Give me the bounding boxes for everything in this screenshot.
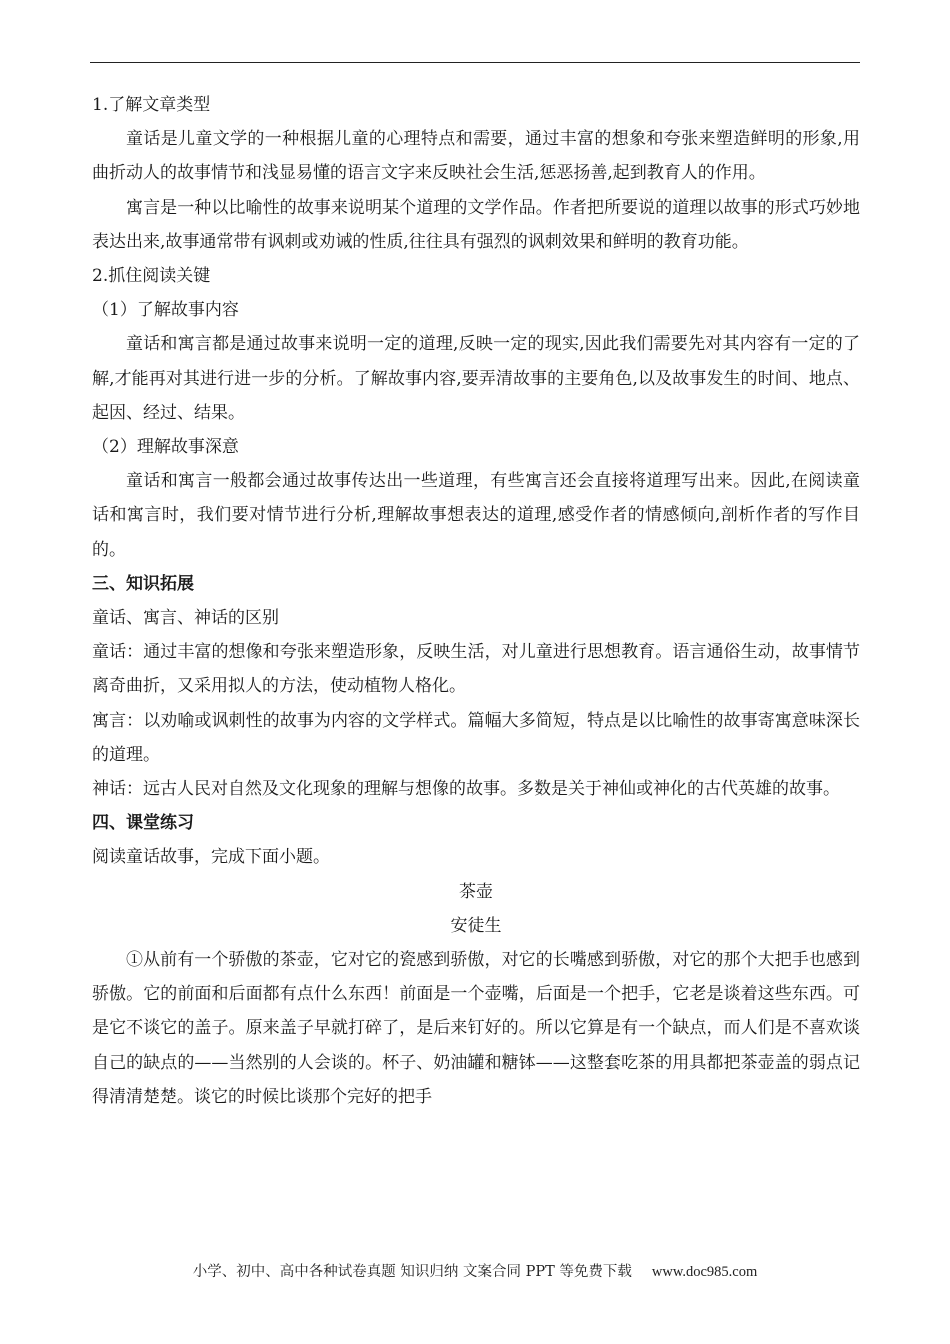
story-author: 安徒生 <box>450 915 502 936</box>
footer-url[interactable]: www.doc985.com <box>651 1264 758 1280</box>
knowledge-subtitle: 童话、寓言、神话的区别 <box>92 608 279 629</box>
paragraph-fairy-tale-definition: 童话是儿童文学的一种根据儿童的心理特点和需要，通过丰富的想象和夸张来塑造鲜明的形象,用曲折动人的故事情节和浅显易懂的语言文字来反映社会生活,惩恶扬善,起到教育人的作用。 <box>92 129 860 184</box>
story-title: 茶壶 <box>459 881 493 902</box>
knowledge-fairy-tale: 童话：通过丰富的想像和夸张来塑造形象，反映生活，对儿童进行思想教育。语言通俗生动，故事情节离奇曲折，又采用拟人的方法，使动植物人格化。 <box>92 642 860 697</box>
section-title-article-type: 1.了解文章类型 <box>92 95 211 115</box>
paragraph-fable-definition: 寓言是一种以比喻性的故事来说明某个道理的文学作品。作者把所要说的道理以故事的形式巧妙地表达出来,故事通常带有讽刺或劝诫的性质,往往具有强烈的讽刺效果和鲜明的教育功能。 <box>92 197 860 252</box>
subsection-story-meaning: （2）理解故事深意 <box>92 437 239 458</box>
heading-classroom-practice: 四、课堂练习 <box>92 813 194 834</box>
knowledge-myth: 神话：远古人民对自然及文化现象的理解与想像的故事。多数是关于神仙或神化的古代英雄的故事。 <box>92 779 840 800</box>
paragraph-story-content: 童话和寓言都是通过故事来说明一定的道理,反映一定的现实,因此我们需要先对其内容有一定的了解,才能再对其进行进一步的分析。了解故事内容,要弄清故事的主要角色,以及故事发生的时间、地点、起因、经过、结果。 <box>92 334 860 423</box>
document-body <box>92 88 860 1114</box>
paragraph-story-meaning: 童话和寓言一般都会通过故事传达出一些道理，有些寓言还会直接将道理写出来。因此,在阅读童话和寓言时，我们要对情节进行分析,理解故事想表达的道理,感受作者的情感倾向,剖析作者的写作目的。 <box>92 471 860 560</box>
header-rule <box>90 62 860 63</box>
story-paragraph-1: ①从前有一个骄傲的茶壶，它对它的瓷感到骄傲，对它的长嘴感到骄傲，对它的那个大把手也感到骄傲。它的前面和后面都有点什么东西！前面是一个壶嘴，后面是一个把手，它老是谈着这些东西。可是它不谈它的盖子。原来盖子早就打碎了，是后来钉好的。所以它算是有一个缺点，而人们是不喜欢谈自己的缺点的——当然别的人会谈的。杯子、奶油罐和糖钵——这整套吃茶的用具都把茶壶盖的弱点记得清清楚楚。谈它的时候比谈那个完好的把手 <box>92 950 860 1107</box>
section-title-reading-key: 2.抓住阅读关键 <box>92 266 211 287</box>
page-footer <box>0 1260 950 1281</box>
practice-instruction: 阅读童话故事，完成下面小题。 <box>92 847 330 868</box>
heading-knowledge-extension: 三、知识拓展 <box>92 573 194 594</box>
knowledge-fable: 寓言：以劝喻或讽刺性的故事为内容的文学样式。篇幅大多简短，特点是以比喻性的故事寄寓意味深长的道理。 <box>92 710 860 765</box>
footer-text: 小学、初中、高中各种试卷真题 知识归纳 文案合同 PPT 等免费下载 <box>192 1264 632 1280</box>
subsection-story-content: （1）了解故事内容 <box>92 300 239 321</box>
